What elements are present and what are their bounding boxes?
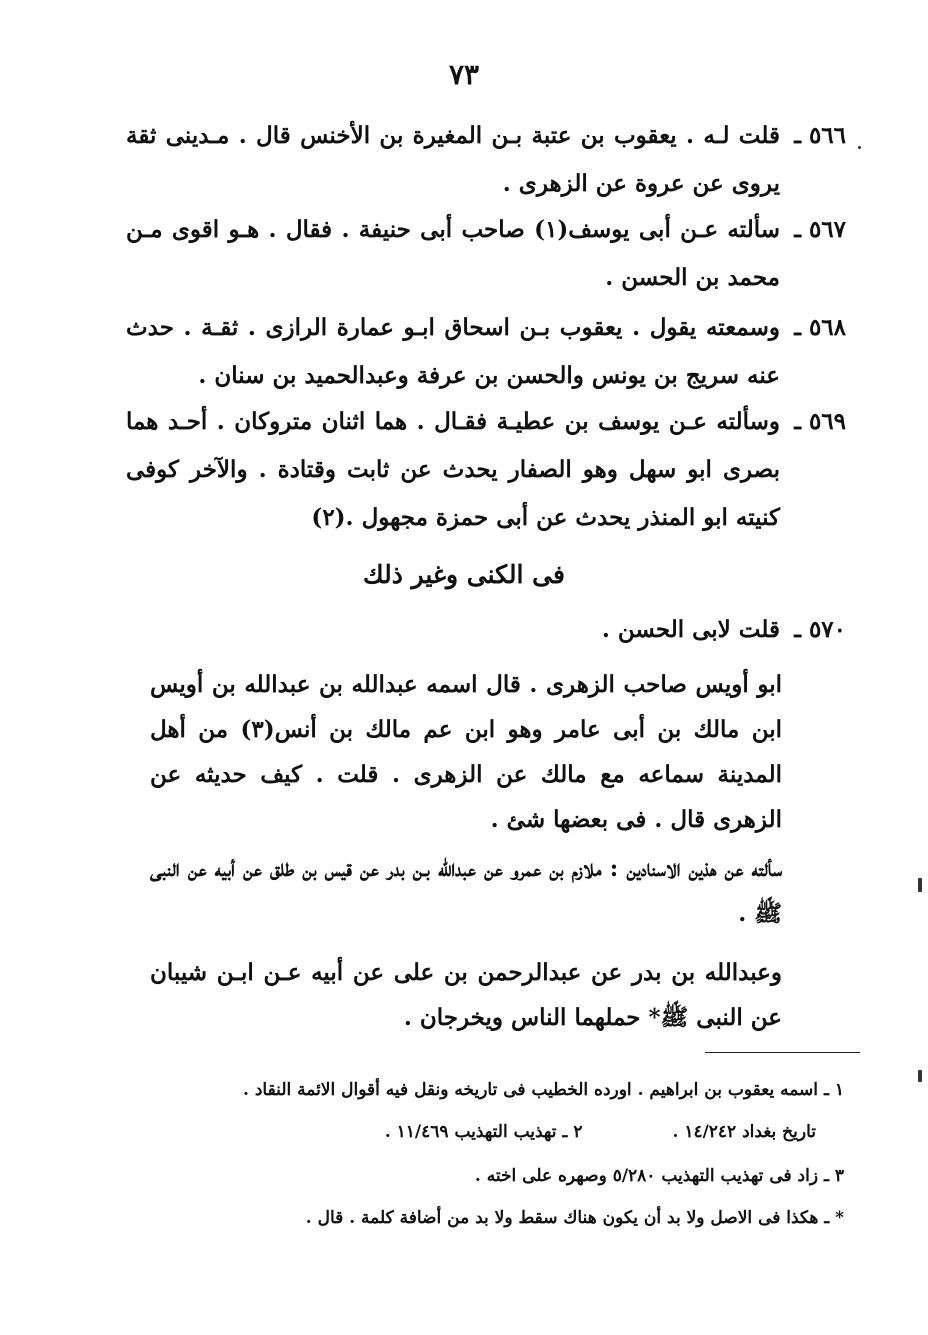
entry-text: قلت لـه . يعقوب بن عتبة بـن المغيرة بن الأخنس قال . مـدينى ثقة يروى عن عروة عن الزهرى .: [126, 122, 780, 197]
entry-number: ٥٦٦ ـ: [794, 122, 846, 149]
page-number: ٧٣: [448, 58, 480, 91]
paragraph-isnad-1: سألته عن هذين الاسنادين : ملازم بن عمرو عن عبدالله بـن بدر عن قيس بن طلق عن أبيه عن النبى ﷺ .: [150, 855, 782, 927]
section-heading: فى الكنى وغير ذلك: [363, 560, 565, 589]
footnote-1-continuation: تاريخ بغداد ١٤/٢٤٢ .: [672, 1122, 816, 1142]
entry-570: [126, 606, 846, 654]
footnote-1-and-2: [385, 1120, 816, 1144]
footnote-2: ٢ ـ تهذيب التهذيب ١١/٤٦٩ .: [384, 1122, 583, 1142]
scan-speck: [858, 146, 861, 149]
paragraph-abu-uways: ابو أويس صاحب الزهرى . قال اسمه عبدالله بن عبدالله بن أويس ابن مالك بن أبى عامر وهو ابن عم مالك بن أنس(٣) من أهل المدينة سماعه مع مالك عن الزهرى . قلت . كيف حديثه عن الزهرى قال . فى بعضها شئ .: [150, 671, 783, 833]
scan-speck: [918, 1070, 922, 1082]
entry-568: [126, 304, 846, 400]
entry-566: [126, 112, 846, 208]
entry-number: ٥٧٠ ـ: [794, 616, 846, 643]
entry-text: سألته عـن أبى يوسف(١) صاحب أبى حنيفة . فقال . هـو اقوى مـن محمد بن الحسن .: [126, 216, 780, 291]
entry-567: [126, 206, 846, 302]
scan-speck: [918, 878, 922, 892]
footnote-3: ٣ ـ زاد فى تهذيب التهذيب ٥/٢٨٠ وصهره على اخته .: [474, 1166, 844, 1186]
footnote-separator: [705, 1052, 860, 1053]
entry-number: ٥٦٧ ـ: [794, 216, 846, 243]
entry-text: وسمعته يقول . يعقوب بـن اسحاق ابـو عمارة الرازى . ثقـة . حدث عنه سريج بن يونس والحسن بن عرفة وعبدالحميد بن سنان .: [126, 314, 780, 389]
footnote-star: * ـ هكذا فى الاصل ولا بد أن يكون هناك سقط ولا بد من أضافة كلمة . قال .: [305, 1208, 844, 1228]
entry-569: [126, 398, 846, 542]
footnote-1: ١ ـ اسمه يعقوب بن ابراهيم . اورده الخطيب فى تاريخه ونقل فيه أقوال الائمة النقاد .: [243, 1080, 844, 1100]
entry-number: ٥٦٩ ـ: [794, 408, 846, 435]
entry-text: قلت لابى الحسن .: [601, 616, 780, 643]
paragraph-isnad-2: وعبدالله بن بدر عن عبدالرحمن بن على عن أبيه عـن ابـن شيبان عن النبى ﷺ* حملهما الناس ويخرجان .: [150, 959, 782, 1031]
entry-text: وسألته عـن يوسف بن عطيـة فقـال . هما اثنان متروكان . أحـد هما بصرى ابو سهل وهو الصفار يحدث عن ثابت وقتادة . والآخر كوفى كنيته ابو المنذر يحدث عن أبى حمزة مجهول .(٢): [126, 408, 780, 531]
entry-number: ٥٦٨ ـ: [794, 314, 846, 341]
